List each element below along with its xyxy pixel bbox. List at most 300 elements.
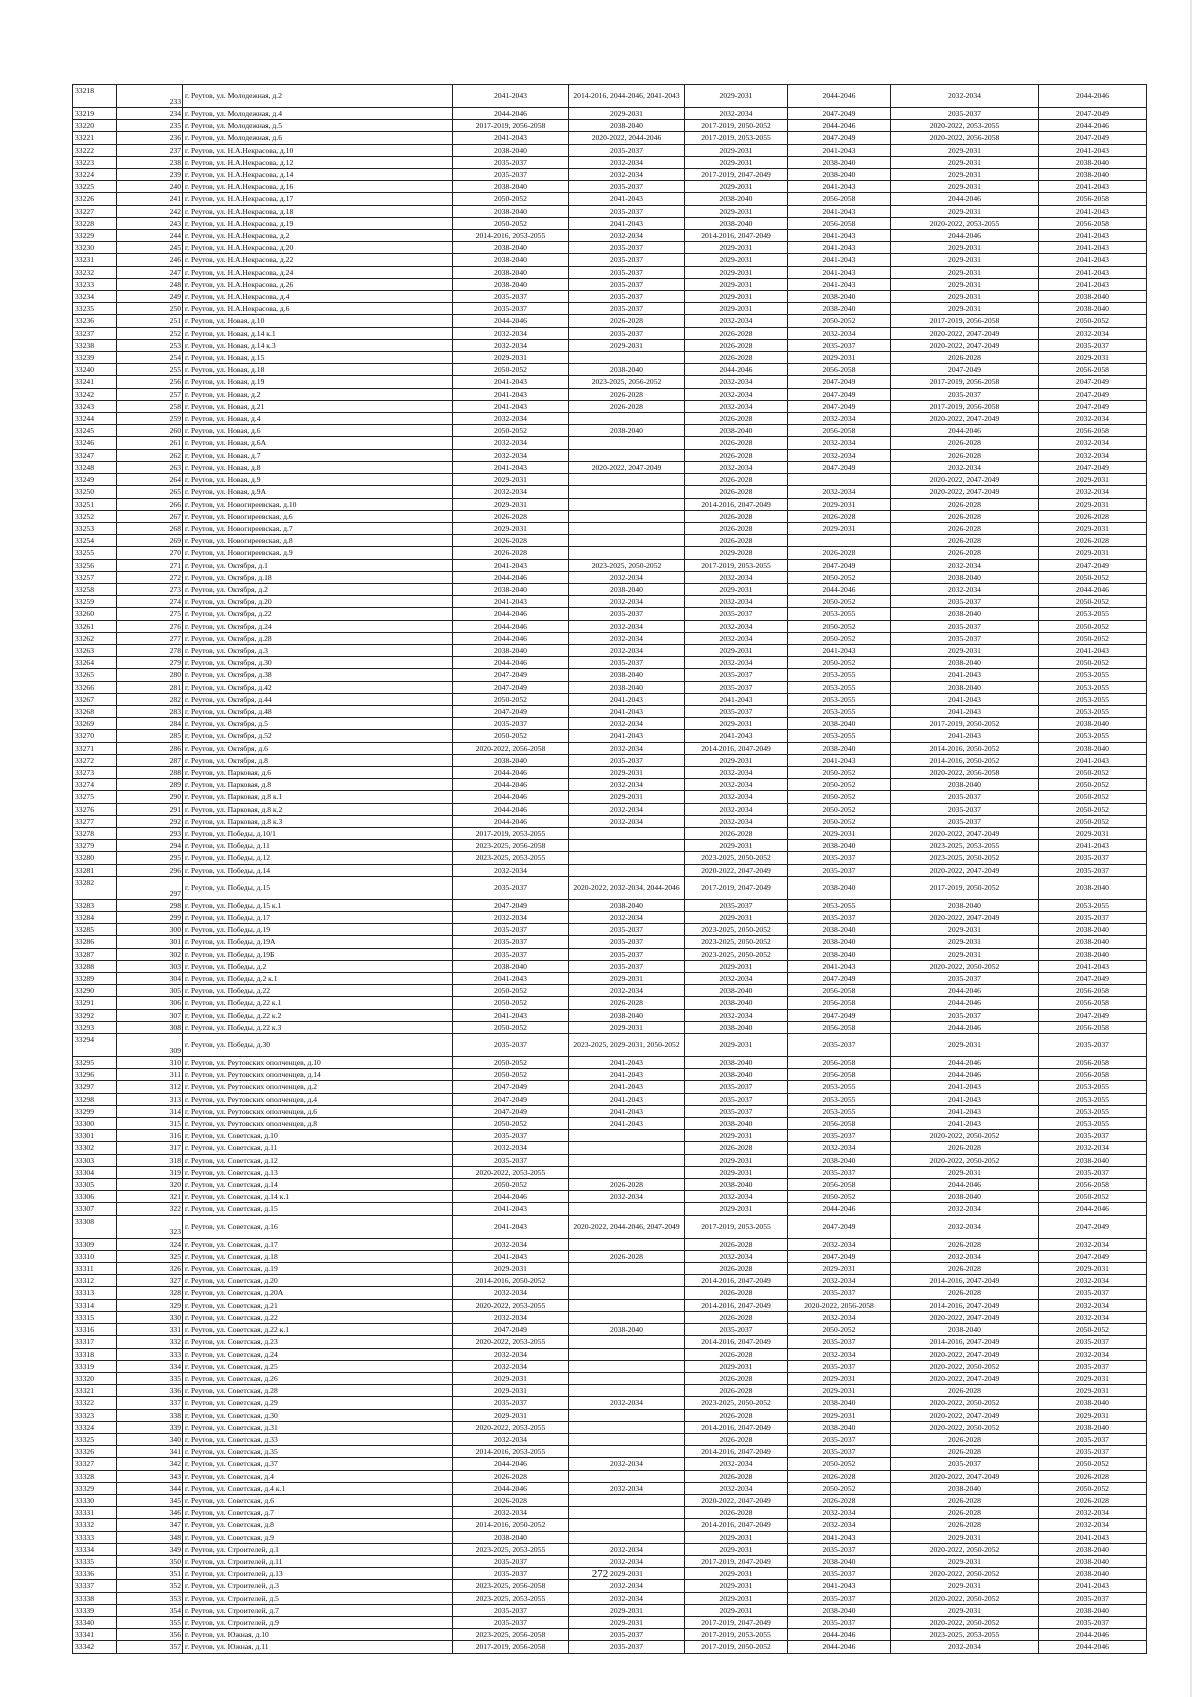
table-row xyxy=(73,266,1147,278)
table-cell: 2032-2034 xyxy=(685,388,788,400)
table-cell: 33331 xyxy=(73,1507,117,1519)
table-cell: 2026-2028 xyxy=(685,327,788,339)
table-row xyxy=(73,461,1147,473)
table-cell: 33243 xyxy=(73,400,117,412)
table-cell xyxy=(569,1263,685,1275)
table-cell: 2038-2040 xyxy=(788,156,891,168)
table-cell: 2044-2046 xyxy=(453,657,569,669)
table-cell: 33301 xyxy=(73,1130,117,1142)
table-cell: 2032-2034 xyxy=(788,437,891,449)
table-cell: 2026-2028 xyxy=(788,547,891,559)
table-row xyxy=(73,681,1147,693)
table-cell: 2035-2037 xyxy=(453,1397,569,1409)
table-cell: 322 xyxy=(117,1203,183,1215)
table-cell: 2023-2025, 2056-2058 xyxy=(453,840,569,852)
table-cell: г. Реутов, ул. Победы, д.2 xyxy=(183,960,453,972)
table-cell: 2044-2046 xyxy=(788,85,891,108)
table-cell: 33270 xyxy=(73,730,117,742)
table-cell: 2047-2049 xyxy=(453,1081,569,1093)
table-cell: г. Реутов, ул. Южная, д.10 xyxy=(183,1629,453,1641)
table-cell: 2029-2031 xyxy=(685,960,788,972)
table-cell: 2047-2049 xyxy=(1039,1250,1147,1262)
table-cell: 2038-2040 xyxy=(453,754,569,766)
table-cell: 2050-2052 xyxy=(1039,803,1147,815)
table-cell: 2038-2040 xyxy=(685,1057,788,1069)
table-cell: 2035-2037 xyxy=(788,1130,891,1142)
table-cell: 2032-2034 xyxy=(685,779,788,791)
table-cell: 33246 xyxy=(73,437,117,449)
table-cell: г. Реутов, ул. Октября, д.5 xyxy=(183,718,453,730)
table-cell: 2035-2037 xyxy=(788,1336,891,1348)
table-cell: 2029-2031 xyxy=(685,254,788,266)
table-cell: 280 xyxy=(117,669,183,681)
table-cell: 2020-2022, 2047-2049 xyxy=(685,864,788,876)
table-row xyxy=(73,217,1147,229)
table-cell xyxy=(569,1531,685,1543)
table-cell: г. Реутов, ул. Советская, д.9 xyxy=(183,1531,453,1543)
table-cell: 2050-2052 xyxy=(1039,596,1147,608)
table-cell: 2029-2031 xyxy=(891,169,1039,181)
table-cell: 2035-2037 xyxy=(1039,852,1147,864)
table-cell: 33231 xyxy=(73,254,117,266)
table-cell: 2029-2031 xyxy=(891,181,1039,193)
table-row xyxy=(73,973,1147,985)
table-cell: 2035-2037 xyxy=(685,608,788,620)
table-cell: 2047-2049 xyxy=(1039,1009,1147,1021)
table-cell: 242 xyxy=(117,205,183,217)
table-cell: 2020-2022, 2050-2052 xyxy=(891,1616,1039,1628)
table-cell: 2032-2034 xyxy=(788,1142,891,1154)
table-cell: 2044-2046 xyxy=(453,815,569,827)
table-cell: 2053-2055 xyxy=(1039,1118,1147,1130)
table-cell: 2041-2043 xyxy=(788,644,891,656)
table-cell: 2032-2034 xyxy=(788,413,891,425)
table-cell: 2026-2028 xyxy=(685,1385,788,1397)
table-cell: 2032-2034 xyxy=(891,85,1039,108)
table-cell: 2047-2049 xyxy=(453,705,569,717)
table-cell: 2038-2040 xyxy=(685,217,788,229)
table-cell: 2035-2037 xyxy=(788,852,891,864)
table-cell: 33337 xyxy=(73,1580,117,1592)
table-cell: 2044-2046 xyxy=(788,583,891,595)
table-row xyxy=(73,254,1147,266)
table-cell: 2038-2040 xyxy=(569,583,685,595)
table-cell: 2032-2034 xyxy=(685,571,788,583)
table-cell: 2050-2052 xyxy=(1039,1482,1147,1494)
table-cell: 2029-2031 xyxy=(685,156,788,168)
table-cell: 2032-2034 xyxy=(685,376,788,388)
table-cell xyxy=(569,352,685,364)
table-cell: 33258 xyxy=(73,583,117,595)
table-cell: 2035-2037 xyxy=(569,144,685,156)
page-number: 272 xyxy=(591,1568,609,1580)
table-cell: 2044-2046 xyxy=(453,791,569,803)
table-cell: 2044-2046 xyxy=(453,803,569,815)
table-row xyxy=(73,1081,1147,1093)
table-cell: 250 xyxy=(117,303,183,315)
table-cell: 2023-2025, 2050-2052 xyxy=(685,1397,788,1409)
table-cell: 2032-2034 xyxy=(569,1580,685,1592)
table-row xyxy=(73,498,1147,510)
table-cell xyxy=(569,498,685,510)
table-cell: 2029-2031 xyxy=(685,1203,788,1215)
table-cell: 2020-2022, 2056-2058 xyxy=(788,1299,891,1311)
table-cell: 2029-2031 xyxy=(685,85,788,108)
table-row xyxy=(73,864,1147,876)
table-cell: 2044-2046 xyxy=(453,1482,569,1494)
table-cell: 2056-2058 xyxy=(1039,1021,1147,1033)
table-cell: 33250 xyxy=(73,486,117,498)
table-cell: 2044-2046 xyxy=(788,1203,891,1215)
table-row xyxy=(73,596,1147,608)
table-cell: 308 xyxy=(117,1021,183,1033)
table-row xyxy=(73,1203,1147,1215)
table-cell: 2029-2031 xyxy=(685,583,788,595)
table-cell: г. Реутов, ул. Н.А.Некрасова, д.10 xyxy=(183,144,453,156)
table-cell: 2038-2040 xyxy=(453,205,569,217)
table-cell: 2038-2040 xyxy=(1039,1154,1147,1166)
table-cell: 2044-2046 xyxy=(453,1191,569,1203)
table-cell: 2017-2019, 2053-2055 xyxy=(453,827,569,839)
table-row xyxy=(73,960,1147,972)
table-cell: 2038-2040 xyxy=(891,779,1039,791)
table-row xyxy=(73,1555,1147,1567)
table-row xyxy=(73,1287,1147,1299)
table-cell: 33316 xyxy=(73,1324,117,1336)
table-cell: 247 xyxy=(117,266,183,278)
table-cell: г. Реутов, ул. Советская, д.8 xyxy=(183,1519,453,1531)
table-cell: 2053-2055 xyxy=(788,693,891,705)
table-cell: 2041-2043 xyxy=(453,596,569,608)
table-cell: 2038-2040 xyxy=(453,242,569,254)
table-row xyxy=(73,242,1147,254)
table-row xyxy=(73,1034,1147,1057)
table-cell: г. Реутов, ул. Победы, д.11 xyxy=(183,840,453,852)
table-cell: 298 xyxy=(117,899,183,911)
table-cell: 2035-2037 xyxy=(569,181,685,193)
table-cell: 2041-2043 xyxy=(569,1069,685,1081)
table-cell: 2026-2028 xyxy=(569,388,685,400)
table-cell: 2047-2049 xyxy=(1039,973,1147,985)
table-cell: 2038-2040 xyxy=(891,608,1039,620)
table-cell: 2029-2031 xyxy=(891,948,1039,960)
table-cell: 2032-2034 xyxy=(1039,1142,1147,1154)
table-cell: 285 xyxy=(117,730,183,742)
table-cell: 2020-2022, 2044-2046 xyxy=(569,132,685,144)
table-row xyxy=(73,1057,1147,1069)
table-row xyxy=(73,1021,1147,1033)
table-cell: 2041-2043 xyxy=(453,461,569,473)
table-cell: 2041-2043 xyxy=(569,1118,685,1130)
table-cell: 2032-2034 xyxy=(1039,449,1147,461)
table-cell: 2047-2049 xyxy=(453,1093,569,1105)
table-cell: 2035-2037 xyxy=(453,948,569,960)
table-row xyxy=(73,85,1147,108)
table-cell: г. Реутов, ул. Октября, д.52 xyxy=(183,730,453,742)
table-cell: 33257 xyxy=(73,571,117,583)
table-cell: 265 xyxy=(117,486,183,498)
table-cell: 2032-2034 xyxy=(788,1348,891,1360)
table-cell: 2017-2019, 2047-2049 xyxy=(685,1616,788,1628)
table-cell: г. Реутов, ул. Победы, д.22 к.2 xyxy=(183,1009,453,1021)
table-cell: 2029-2028 xyxy=(685,547,788,559)
table-cell: 2041-2043 xyxy=(788,1531,891,1543)
table-cell: 33290 xyxy=(73,985,117,997)
table-row xyxy=(73,1604,1147,1616)
table-cell xyxy=(569,1421,685,1433)
table-cell: 2032-2034 xyxy=(685,315,788,327)
table-cell: 33281 xyxy=(73,864,117,876)
table-row xyxy=(73,1470,1147,1482)
table-cell: 33296 xyxy=(73,1069,117,1081)
table-cell: 33221 xyxy=(73,132,117,144)
table-row xyxy=(73,693,1147,705)
table-cell: 2041-2043 xyxy=(569,1093,685,1105)
table-cell: 275 xyxy=(117,608,183,620)
table-cell: 2041-2043 xyxy=(1039,754,1147,766)
table-cell: 2032-2034 xyxy=(685,791,788,803)
table-cell: 2038-2040 xyxy=(891,657,1039,669)
table-cell: 2038-2040 xyxy=(1039,876,1147,899)
table-cell: 2020-2022, 2047-2049 xyxy=(891,339,1039,351)
table-cell: 2032-2034 xyxy=(1039,1311,1147,1323)
table-cell: 2026-2028 xyxy=(453,1494,569,1506)
table-cell: 33295 xyxy=(73,1057,117,1069)
table-cell: 2023-2025, 2056-2058 xyxy=(453,1629,569,1641)
table-cell: 2050-2052 xyxy=(1039,766,1147,778)
table-cell: 2038-2040 xyxy=(453,254,569,266)
table-cell: 2020-2022, 2047-2049 xyxy=(891,474,1039,486)
table-row xyxy=(73,1166,1147,1178)
table-row xyxy=(73,1069,1147,1081)
table-cell: 2044-2046 xyxy=(1039,120,1147,132)
table-cell: 2026-2028 xyxy=(685,352,788,364)
table-row xyxy=(73,522,1147,534)
table-cell: 2035-2037 xyxy=(453,1604,569,1616)
table-cell: 2056-2058 xyxy=(788,217,891,229)
table-cell: 33300 xyxy=(73,1118,117,1130)
table-cell: 2029-2031 xyxy=(1039,498,1147,510)
table-cell: 2056-2058 xyxy=(1039,425,1147,437)
table-cell: г. Реутов, ул. Октября, д.22 xyxy=(183,608,453,620)
table-cell: 2032-2034 xyxy=(569,803,685,815)
table-cell: 2050-2052 xyxy=(788,766,891,778)
table-cell: г. Реутов, ул. Советская, д.11 xyxy=(183,1142,453,1154)
table-cell: г. Реутов, ул. Реутовских ополченцев, д.8 xyxy=(183,1118,453,1130)
table-cell: 2038-2040 xyxy=(1039,936,1147,948)
table-row xyxy=(73,376,1147,388)
table-cell: 2026-2028 xyxy=(685,339,788,351)
table-cell: 2029-2031 xyxy=(453,474,569,486)
table-cell: 2053-2055 xyxy=(1039,899,1147,911)
table-cell: 33326 xyxy=(73,1446,117,1458)
table-cell: 2032-2034 xyxy=(1039,486,1147,498)
table-cell: 2032-2034 xyxy=(685,596,788,608)
table-cell: 316 xyxy=(117,1130,183,1142)
table-row xyxy=(73,924,1147,936)
table-row xyxy=(73,486,1147,498)
table-cell: 33342 xyxy=(73,1641,117,1653)
table-cell: 2032-2034 xyxy=(1039,1348,1147,1360)
table-cell: 234 xyxy=(117,108,183,120)
table-cell: 2056-2058 xyxy=(788,364,891,376)
table-cell: 2050-2052 xyxy=(453,1057,569,1069)
table-cell: 2014-2016, 2047-2049 xyxy=(891,1299,1039,1311)
table-cell: 2044-2046 xyxy=(453,315,569,327)
table-cell: 2050-2052 xyxy=(453,693,569,705)
table-cell: 2047-2049 xyxy=(1039,108,1147,120)
table-cell: 33237 xyxy=(73,327,117,339)
table-cell: 2032-2034 xyxy=(453,1360,569,1372)
table-cell: 2032-2034 xyxy=(453,864,569,876)
table-cell: г. Реутов, ул. Новая, д.14 к.1 xyxy=(183,327,453,339)
table-row xyxy=(73,303,1147,315)
table-cell: 339 xyxy=(117,1421,183,1433)
table-cell: 2026-2028 xyxy=(891,449,1039,461)
table-cell: 248 xyxy=(117,278,183,290)
table-cell: 2044-2046 xyxy=(453,766,569,778)
table-cell: 2056-2058 xyxy=(1039,985,1147,997)
table-cell: 2026-2028 xyxy=(685,1433,788,1445)
table-row xyxy=(73,413,1147,425)
table-cell: 33224 xyxy=(73,169,117,181)
table-cell: 2044-2046 xyxy=(453,108,569,120)
table-cell: 2032-2034 xyxy=(453,1238,569,1250)
table-cell: 2017-2019, 2050-2052 xyxy=(685,120,788,132)
table-cell: 2050-2052 xyxy=(1039,1324,1147,1336)
table-cell: г. Реутов, ул. Новая, д.6А xyxy=(183,437,453,449)
table-cell: 33305 xyxy=(73,1179,117,1191)
table-row xyxy=(73,985,1147,997)
table-cell xyxy=(569,1519,685,1531)
table-cell: 2050-2052 xyxy=(453,425,569,437)
table-cell: 2035-2037 xyxy=(891,803,1039,815)
table-row xyxy=(73,449,1147,461)
table-cell: 2035-2037 xyxy=(569,266,685,278)
table-cell: 33273 xyxy=(73,766,117,778)
table-cell: 33274 xyxy=(73,779,117,791)
table-cell: 2032-2034 xyxy=(891,583,1039,595)
table-row xyxy=(73,1009,1147,1021)
table-cell: 33284 xyxy=(73,912,117,924)
table-cell: 2038-2040 xyxy=(685,1118,788,1130)
table-cell: 2014-2016, 2047-2049 xyxy=(685,230,788,242)
table-cell: г. Реутов, ул. Новая, д.21 xyxy=(183,400,453,412)
table-cell: 311 xyxy=(117,1069,183,1081)
table-cell: 2047-2049 xyxy=(788,376,891,388)
table-cell: 2053-2055 xyxy=(1039,669,1147,681)
table-cell: 2041-2043 xyxy=(1039,278,1147,290)
table-cell: 2050-2052 xyxy=(788,596,891,608)
table-cell: 2032-2034 xyxy=(891,1215,1039,1238)
table-cell: 2050-2052 xyxy=(1039,1191,1147,1203)
table-cell: 2029-2031 xyxy=(891,266,1039,278)
table-row xyxy=(73,388,1147,400)
table-cell: 2041-2043 xyxy=(1039,254,1147,266)
table-cell: 2035-2037 xyxy=(891,108,1039,120)
table-cell: г. Реутов, ул. Н.А.Некрасова, д.22 xyxy=(183,254,453,266)
table-row xyxy=(73,1519,1147,1531)
table-cell: г. Реутов, ул. Новая, д.2 xyxy=(183,388,453,400)
table-cell: 2032-2034 xyxy=(685,657,788,669)
table-cell: 319 xyxy=(117,1166,183,1178)
table-cell: 2038-2040 xyxy=(891,1482,1039,1494)
table-cell: 33338 xyxy=(73,1592,117,1604)
table-cell: 254 xyxy=(117,352,183,364)
table-cell: 2029-2031 xyxy=(891,242,1039,254)
table-row xyxy=(73,1238,1147,1250)
table-cell: 236 xyxy=(117,132,183,144)
table-cell: 2035-2037 xyxy=(1039,1034,1147,1057)
table-cell: 306 xyxy=(117,997,183,1009)
table-cell xyxy=(569,1299,685,1311)
table-cell: 2029-2031 xyxy=(788,522,891,534)
table-cell: 257 xyxy=(117,388,183,400)
table-cell: 33310 xyxy=(73,1250,117,1262)
table-cell: 2035-2037 xyxy=(569,960,685,972)
table-cell: 2035-2037 xyxy=(891,815,1039,827)
table-cell: 2038-2040 xyxy=(788,1604,891,1616)
table-cell: 2026-2028 xyxy=(891,547,1039,559)
table-cell: 2035-2037 xyxy=(569,303,685,315)
table-cell: 2050-2052 xyxy=(453,1179,569,1191)
table-cell: 2053-2055 xyxy=(788,681,891,693)
table-cell: 2029-2031 xyxy=(891,1166,1039,1178)
table-cell: 2047-2049 xyxy=(453,1324,569,1336)
table-cell: 2035-2037 xyxy=(788,1166,891,1178)
table-cell: 33321 xyxy=(73,1385,117,1397)
table-cell: 2029-2031 xyxy=(569,1616,685,1628)
table-cell: 2035-2037 xyxy=(1039,1287,1147,1299)
table-cell: 2038-2040 xyxy=(788,1421,891,1433)
table-cell: 2035-2037 xyxy=(1039,1130,1147,1142)
table-row xyxy=(73,1385,1147,1397)
table-cell: г. Реутов, ул. Победы, д.15 xyxy=(183,876,453,899)
table-cell: 2020-2022, 2047-2049 xyxy=(891,1372,1039,1384)
table-cell: г. Реутов, ул. Новая, д.7 xyxy=(183,449,453,461)
table-cell: 2029-2031 xyxy=(891,1555,1039,1567)
table-cell: г. Реутов, ул. Советская, д.18 xyxy=(183,1250,453,1262)
table-cell: 33309 xyxy=(73,1238,117,1250)
schedule-table xyxy=(72,84,1147,1654)
table-cell: 2020-2022, 2047-2049 xyxy=(891,912,1039,924)
table-cell: 2038-2040 xyxy=(685,193,788,205)
table-cell: 33232 xyxy=(73,266,117,278)
table-cell: 2041-2043 xyxy=(569,1081,685,1093)
table-cell: 2029-2031 xyxy=(453,522,569,534)
table-cell: 2017-2019, 2053-2055 xyxy=(685,132,788,144)
table-row xyxy=(73,1250,1147,1262)
table-cell: 2026-2028 xyxy=(685,522,788,534)
table-cell: 2041-2043 xyxy=(891,693,1039,705)
table-cell: 2047-2049 xyxy=(788,1250,891,1262)
table-row xyxy=(73,108,1147,120)
table-cell: 331 xyxy=(117,1324,183,1336)
table-row xyxy=(73,852,1147,864)
table-cell: 347 xyxy=(117,1519,183,1531)
table-cell: г. Реутов, ул. Советская, д.28 xyxy=(183,1385,453,1397)
table-cell: 2026-2028 xyxy=(685,437,788,449)
table-row xyxy=(73,754,1147,766)
table-cell: 2041-2043 xyxy=(1039,242,1147,254)
table-cell: 244 xyxy=(117,230,183,242)
table-cell: 330 xyxy=(117,1311,183,1323)
table-cell: 2032-2034 xyxy=(685,1191,788,1203)
table-cell: 2041-2043 xyxy=(788,266,891,278)
table-cell: г. Реутов, ул. Октября, д.38 xyxy=(183,669,453,681)
table-cell: 2041-2043 xyxy=(1039,644,1147,656)
table-cell: 2029-2031 xyxy=(453,1372,569,1384)
